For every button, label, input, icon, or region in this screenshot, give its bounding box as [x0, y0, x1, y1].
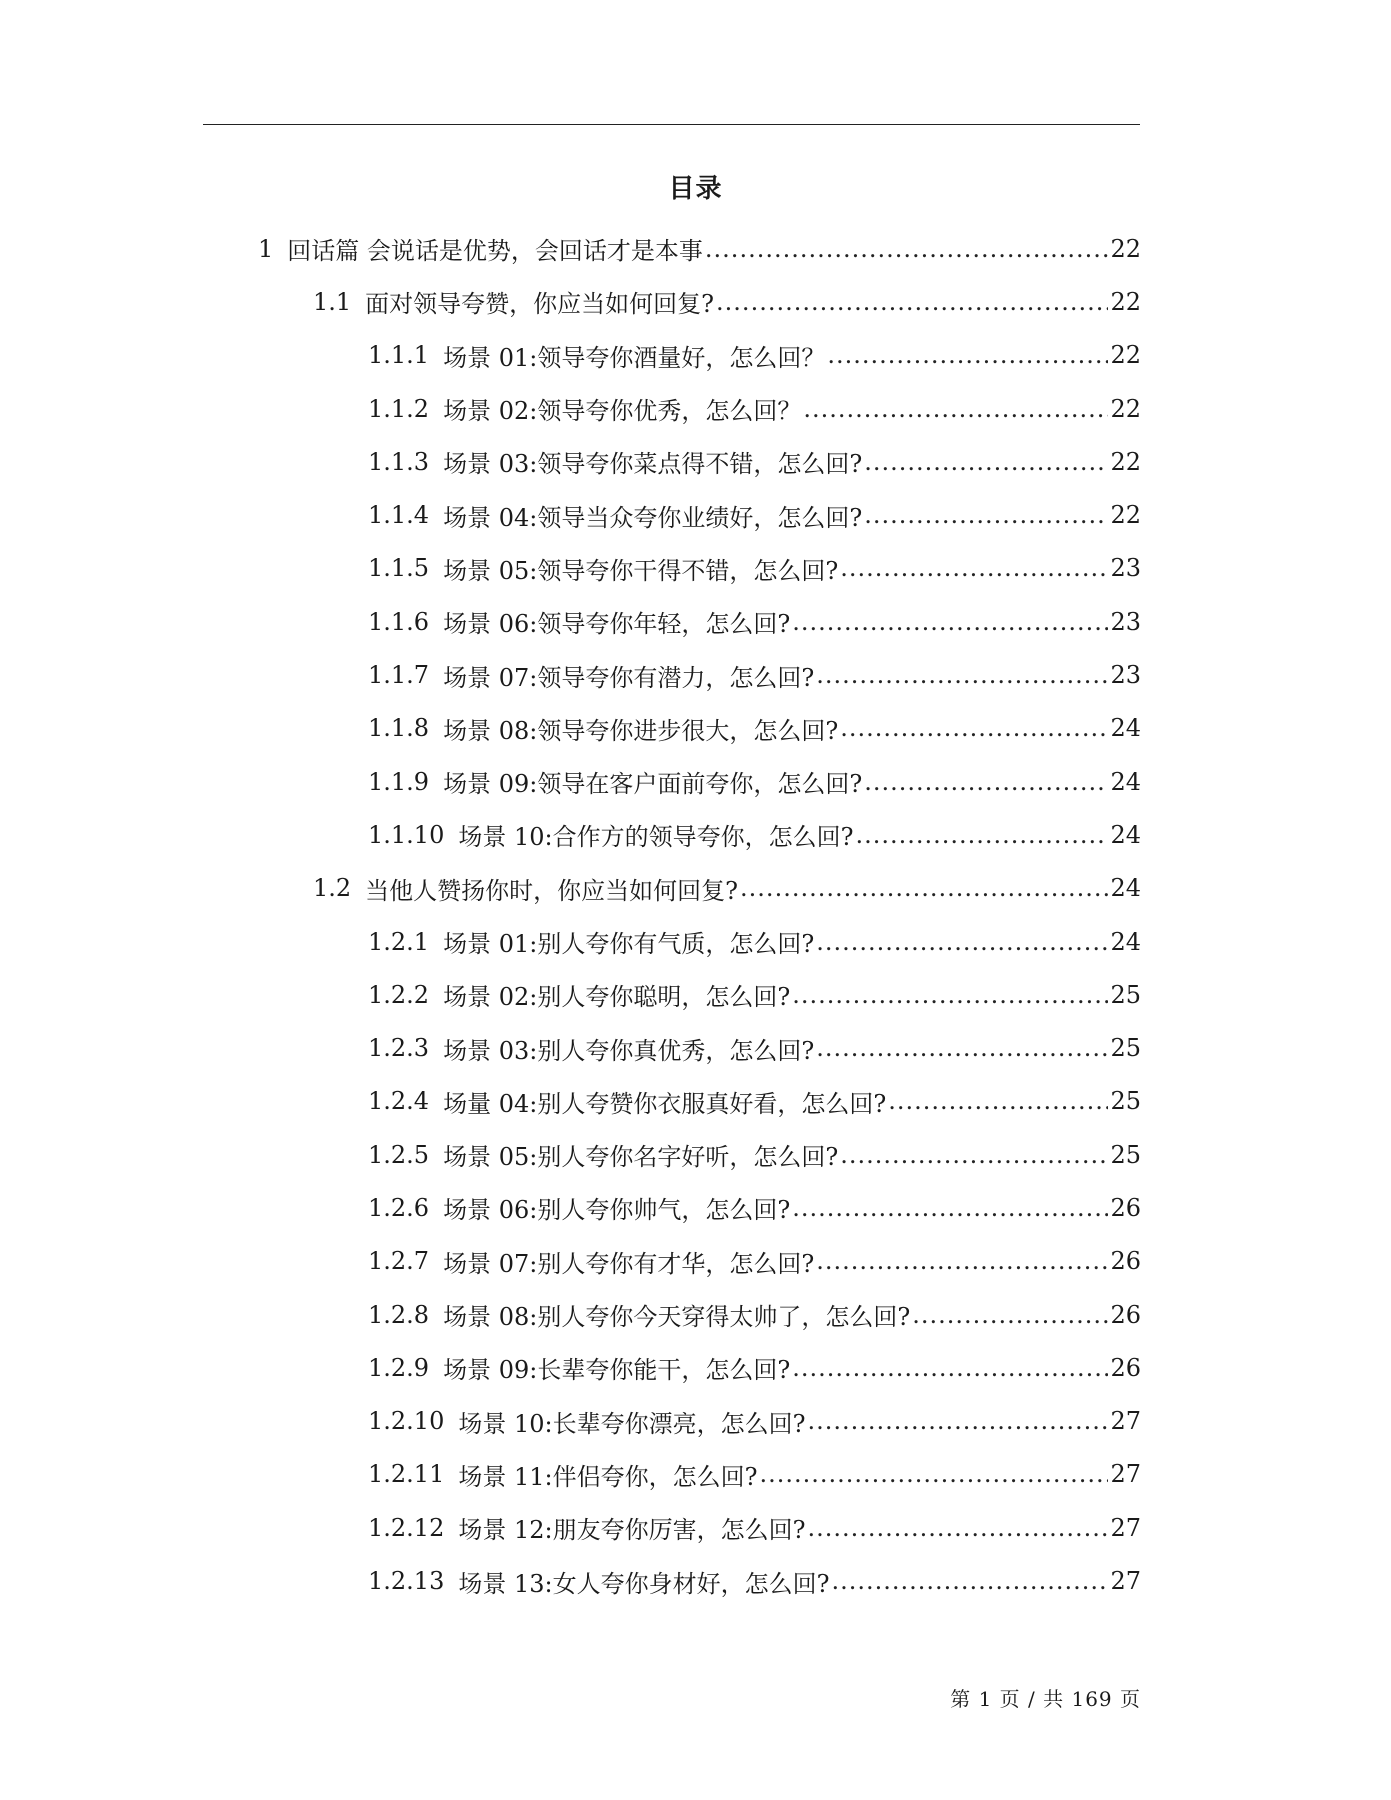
toc-entry-number: 1.1.2	[368, 394, 430, 423]
toc-entry-page: 22	[1110, 287, 1141, 316]
toc-entry-number: 1.2.8	[368, 1300, 430, 1329]
toc-entry-title: 场景 12:朋友夸你厉害，怎么回?	[458, 1516, 806, 1545]
toc-entry-title: 场景 01:领导夸你酒量好，怎么回？	[443, 343, 826, 372]
toc-dot-leader	[759, 1460, 1108, 1488]
toc-entry[interactable]	[0, 435, 1391, 488]
toc-dot-leader	[740, 874, 1108, 902]
toc-dot-leader	[816, 1247, 1108, 1275]
toc-entry-number: 1.2.9	[368, 1353, 430, 1382]
toc-entry-page: 27	[1110, 1407, 1141, 1436]
toc-dot-leader	[807, 1407, 1108, 1435]
toc-entry-number: 1.1.5	[368, 554, 430, 583]
toc-entry-number: 1.2.6	[368, 1193, 430, 1222]
toc-entry-page: 26	[1110, 1353, 1141, 1382]
toc-entry-number: 1.1.9	[368, 767, 430, 796]
toc-entry-number: 1.1.7	[368, 661, 430, 690]
toc-entry[interactable]	[0, 915, 1391, 968]
toc-dot-leader	[807, 1514, 1108, 1542]
toc-entry-number: 1.2.13	[368, 1567, 445, 1596]
toc-entry-page: 25	[1110, 1034, 1141, 1063]
toc-entry-page: 26	[1110, 1193, 1141, 1222]
toc-entry-page: 25	[1110, 1140, 1141, 1169]
toc-entry-number: 1.1.1	[368, 341, 430, 370]
toc-entry-page: 24	[1110, 874, 1141, 903]
toc-entry[interactable]	[0, 1448, 1391, 1501]
toc-entry-title: 面对领导夸赞，你应当如何回复?	[365, 290, 715, 319]
toc-entry-page: 25	[1110, 980, 1141, 1009]
toc-dot-leader	[792, 1354, 1108, 1382]
toc-entry-page: 27	[1110, 1513, 1141, 1542]
toc-entry-page: 22	[1110, 501, 1141, 530]
toc-entry-number: 1.2.4	[368, 1087, 430, 1116]
toc-entry[interactable]	[0, 1181, 1391, 1234]
toc-entry-title: 场景 10:合作方的领导夸你，怎么回?	[458, 823, 854, 852]
toc-entry-title: 场景 13:女人夸你身材好，怎么回?	[458, 1569, 830, 1598]
page-footer: 第 1 页 / 共 169 页	[950, 1687, 1141, 1711]
toc-entry[interactable]	[0, 1554, 1391, 1607]
toc-entry-number: 1.2.5	[368, 1140, 430, 1169]
toc-entry[interactable]	[0, 1501, 1391, 1554]
toc-entry-title: 场景 09:领导在客户面前夸你，怎么回?	[443, 770, 863, 799]
toc-entry[interactable]	[0, 808, 1391, 861]
toc-dot-leader	[792, 608, 1108, 636]
toc-entry[interactable]	[0, 755, 1391, 808]
toc-dot-leader	[816, 661, 1108, 689]
toc-entry-title: 场景 02:别人夸你聪明，怎么回?	[443, 983, 791, 1012]
toc-entry-title: 场景 01:别人夸你有气质，怎么回?	[443, 930, 815, 958]
toc-dot-leader	[831, 1567, 1108, 1595]
toc-dot-leader	[840, 714, 1108, 742]
toc-dot-leader	[803, 395, 1108, 423]
toc-dot-leader	[705, 235, 1109, 263]
toc-entry[interactable]	[0, 1288, 1391, 1341]
toc-dot-leader	[855, 821, 1108, 849]
toc-entry-title: 场景 08:别人夸你今天穿得太帅了，怎么回?	[443, 1303, 911, 1332]
toc-entry[interactable]	[0, 329, 1391, 382]
toc-dot-leader	[792, 981, 1108, 1009]
toc-entry[interactable]	[0, 488, 1391, 541]
toc-entry-page: 24	[1110, 820, 1141, 849]
toc-entry-number: 1.1.3	[368, 447, 430, 476]
toc-entry-page: 22	[1110, 447, 1141, 476]
toc-dot-leader	[888, 1087, 1108, 1115]
toc-entry-number: 1.1.8	[368, 714, 430, 743]
toc-entry-page: 23	[1110, 607, 1141, 636]
toc-entry-number: 1.2.2	[368, 980, 430, 1009]
toc-entry-number: 1.2.7	[368, 1247, 430, 1276]
toc-entry[interactable]	[0, 595, 1391, 648]
toc-entry-number: 1.1	[313, 287, 352, 316]
toc-entry[interactable]	[0, 275, 1391, 328]
toc-entry-title: 当他人赞扬你时，你应当如何回复?	[365, 876, 739, 905]
toc-dot-leader	[840, 1141, 1108, 1169]
toc-dot-leader	[792, 1194, 1108, 1222]
toc-entry[interactable]	[0, 1395, 1391, 1448]
toc-entry-page: 23	[1110, 554, 1141, 583]
toc-dot-leader	[716, 288, 1108, 316]
toc-entry-title: 场景 11:伴侣夸你，怎么回?	[458, 1462, 758, 1491]
toc-entry-number: 1.2.12	[368, 1513, 445, 1542]
toc-entry-page: 26	[1110, 1300, 1141, 1329]
toc-entry-title: 场景 07:别人夸你有才华，怎么回?	[443, 1249, 815, 1278]
toc-entry-title: 场量 04:别人夸赞你衣服真好看，怎么回?	[443, 1089, 887, 1118]
toc-entry-title: 场景 03:领导夸你菜点得不错，怎么回?	[443, 450, 863, 479]
toc-entry[interactable]	[0, 1021, 1391, 1074]
header-rule	[203, 124, 1140, 125]
toc-entry-number: 1.1.6	[368, 607, 430, 636]
toc-entry-page: 22	[1110, 394, 1141, 423]
toc-entry[interactable]	[0, 862, 1391, 915]
toc-dot-leader	[864, 768, 1108, 796]
toc-entry-title: 场景 10:长辈夸你漂亮，怎么回?	[458, 1409, 806, 1438]
toc-entry-page: 24	[1110, 927, 1141, 956]
toc-dot-leader	[840, 554, 1108, 582]
toc-entry-number: 1.1.10	[368, 820, 445, 849]
toc-entry-number: 1.2.11	[368, 1460, 445, 1489]
toc-entry-title: 场景 06:领导夸你年轻，怎么回?	[443, 610, 791, 639]
toc-dot-leader	[816, 928, 1108, 956]
toc-entry[interactable]	[0, 1341, 1391, 1394]
toc-entry-title: 场景 07:领导夸你有潜力，怎么回?	[443, 663, 815, 692]
toc-entry-page: 25	[1110, 1087, 1141, 1116]
toc-entry-number: 1.2.10	[368, 1407, 445, 1436]
toc-entry-number: 1.2.1	[368, 927, 430, 956]
toc-entry-page: 26	[1110, 1247, 1141, 1276]
toc-entry[interactable]	[0, 222, 1391, 275]
toc-entry-page: 23	[1110, 661, 1141, 690]
toc-entry-title: 场景 05:别人夸你名字好听，怎么回?	[443, 1143, 839, 1172]
table-of-contents	[0, 222, 1391, 1608]
toc-entry-number: 1	[258, 234, 274, 263]
toc-entry[interactable]	[0, 542, 1391, 595]
toc-dot-leader	[864, 501, 1108, 529]
toc-entry-page: 22	[1110, 234, 1141, 263]
toc-entry-title: 场景 04:领导当众夸你业绩好，怎么回?	[443, 503, 863, 532]
toc-entry-title: 场景 03:别人夸你真优秀，怎么回?	[443, 1036, 815, 1065]
toc-entry-number: 1.2	[313, 874, 352, 903]
toc-entry-page: 22	[1110, 341, 1141, 370]
toc-entry-title: 场景 08:领导夸你进步很大，怎么回?	[443, 716, 839, 745]
toc-entry-page: 24	[1110, 714, 1141, 743]
toc-entry-page: 24	[1110, 767, 1141, 796]
toc-entry[interactable]	[0, 968, 1391, 1021]
toc-entry[interactable]	[0, 1235, 1391, 1288]
toc-entry-title: 场景 06:别人夸你帅气，怎么回?	[443, 1196, 791, 1225]
toc-entry-title: 场景 09:长辈夸你能干，怎么回?	[443, 1356, 791, 1385]
toc-entry-title: 场景 05:领导夸你干得不错，怎么回?	[443, 556, 839, 585]
toc-entry-page: 27	[1110, 1567, 1141, 1596]
toc-dot-leader	[864, 448, 1108, 476]
toc-entry[interactable]	[0, 1128, 1391, 1181]
toc-entry-title: 场景 02:领导夸你优秀，怎么回？	[443, 397, 802, 426]
toc-dot-leader	[816, 1034, 1108, 1062]
toc-entry[interactable]	[0, 648, 1391, 701]
toc-entry[interactable]	[0, 702, 1391, 755]
toc-entry[interactable]	[0, 382, 1391, 435]
toc-dot-leader	[827, 341, 1108, 369]
toc-entry-number: 1.1.4	[368, 501, 430, 530]
toc-entry-number: 1.2.3	[368, 1034, 430, 1063]
toc-entry[interactable]	[0, 1075, 1391, 1128]
toc-title: 目录	[668, 174, 723, 204]
toc-entry-page: 27	[1110, 1460, 1141, 1489]
toc-entry-title: 回话篇 会说话是优势，会回话才是本事	[287, 237, 703, 266]
toc-dot-leader	[912, 1301, 1108, 1329]
